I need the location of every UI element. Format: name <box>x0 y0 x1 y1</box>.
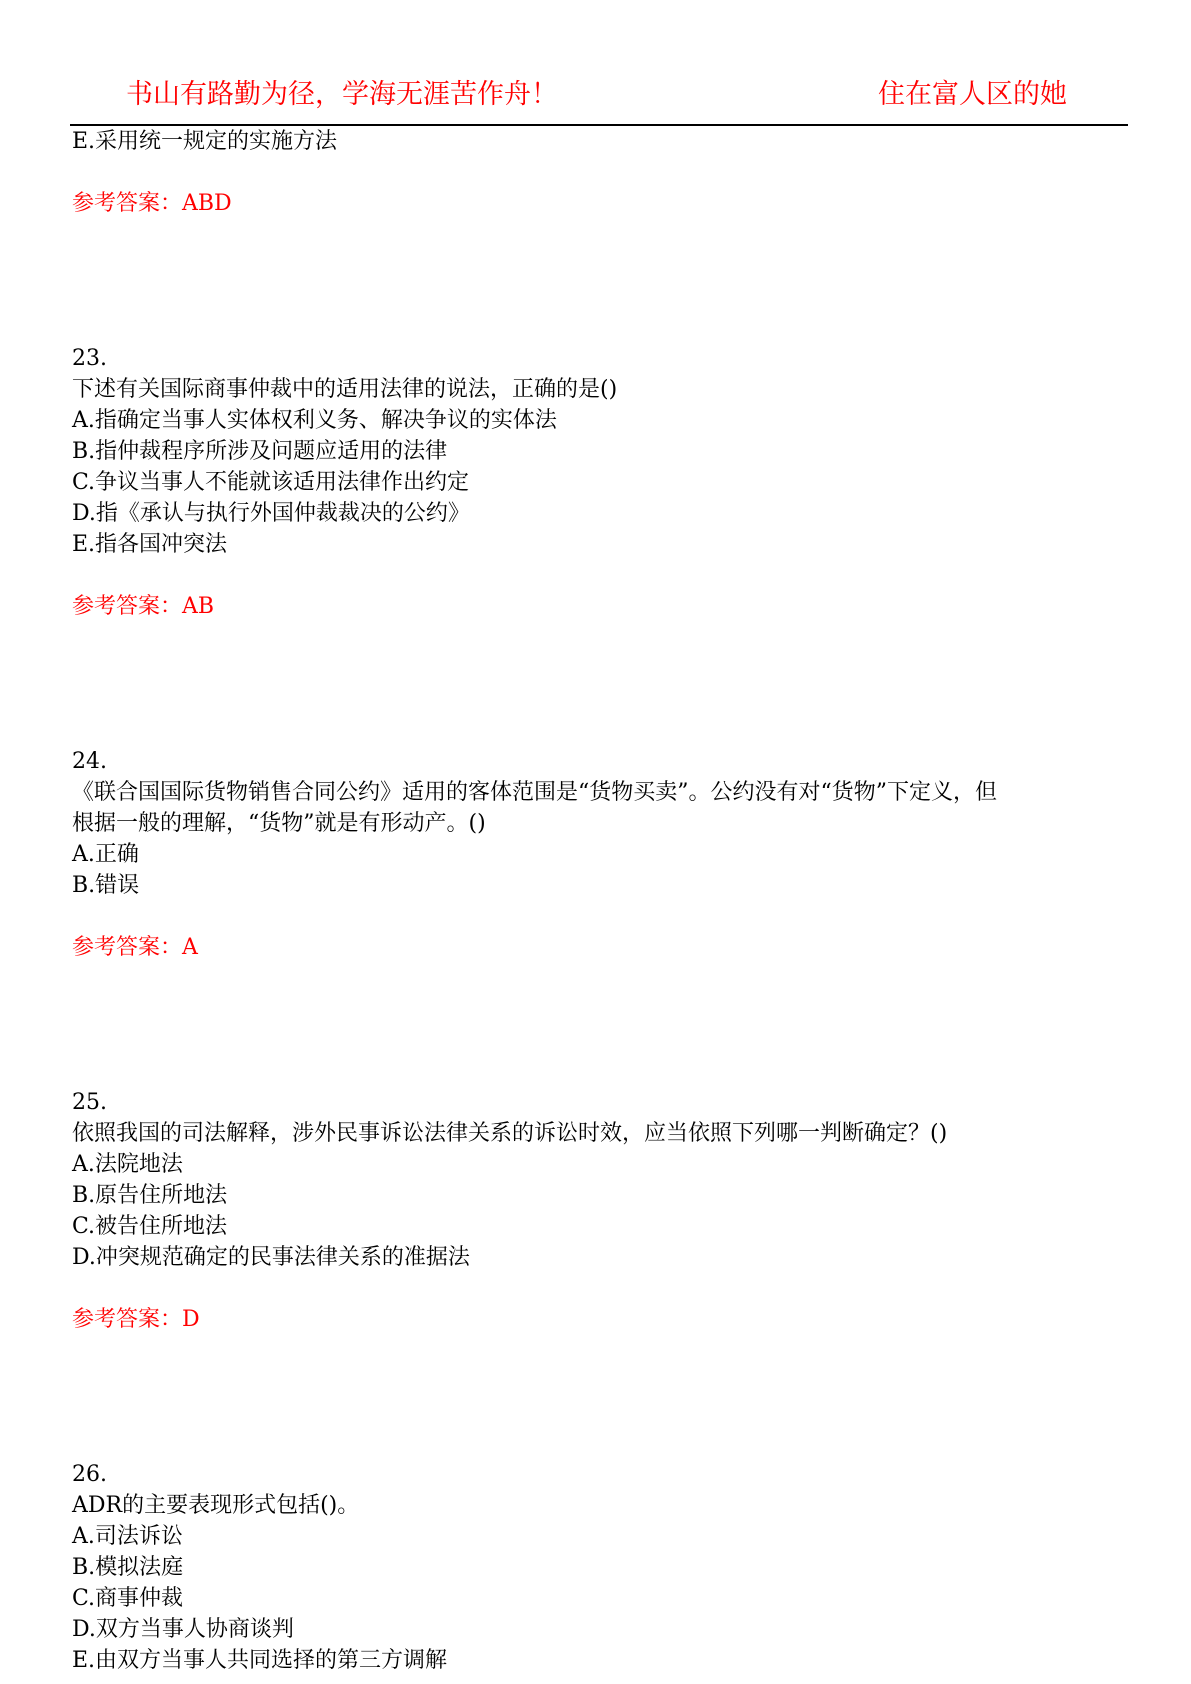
option-b: B.指仲裁程序所涉及问题应适用的法律 <box>72 439 448 464</box>
question-24 <box>72 746 1132 963</box>
option-c: C.商事仲裁 <box>72 1586 184 1611</box>
spacer <box>72 963 1132 1087</box>
option-a: A.指确定当事人实体权利义务、解决争议的实体法 <box>72 408 557 433</box>
spacer <box>72 901 1132 932</box>
spacer <box>72 219 1132 343</box>
page-header <box>0 0 1191 126</box>
question-25 <box>72 1087 1132 1335</box>
header-author: 住在富人区的她 <box>878 79 1067 110</box>
spacer <box>72 157 1132 188</box>
option-c: C.被告住所地法 <box>72 1214 228 1239</box>
header-motto: 书山有路勤为径，学海无涯苦作舟！ <box>126 79 558 110</box>
question-stem-line-1: 《联合国国际货物销售合同公约》适用的客体范围是“货物买卖”。公约没有对“货物”下定义，但 <box>72 780 997 805</box>
document-body <box>72 126 1132 1676</box>
spacer <box>72 1335 1132 1459</box>
answer-key: 参考答案：ABD <box>72 191 232 216</box>
answer-key: 参考答案：D <box>72 1307 200 1332</box>
answer-key: 参考答案：AB <box>72 594 215 619</box>
question-22-fragment <box>72 126 1132 219</box>
option-c: C.争议当事人不能就该适用法律作出约定 <box>72 470 470 495</box>
question-number: 26. <box>72 1462 107 1487</box>
question-stem: 依照我国的司法解释，涉外民事诉讼法律关系的诉讼时效，应当依照下列哪一判断确定？() <box>72 1121 948 1146</box>
question-stem-line-2: 根据一般的理解，“货物”就是有形动产。() <box>72 811 486 836</box>
question-stem: 下述有关国际商事仲裁中的适用法律的说法，正确的是() <box>72 377 618 402</box>
question-26 <box>72 1459 1132 1676</box>
question-number: 25. <box>72 1090 107 1115</box>
option-e: E.由双方当事人共同选择的第三方调解 <box>72 1648 448 1673</box>
option-e: E.采用统一规定的实施方法 <box>72 129 338 154</box>
option-d: D.指《承认与执行外国仲裁裁决的公约》 <box>72 501 470 526</box>
question-23 <box>72 343 1132 622</box>
option-d: D.双方当事人协商谈判 <box>72 1617 294 1642</box>
question-number: 24. <box>72 749 107 774</box>
spacer <box>72 1273 1132 1304</box>
option-a: A.正确 <box>72 842 139 867</box>
option-a: A.法院地法 <box>72 1152 183 1177</box>
question-number: 23. <box>72 346 107 371</box>
option-b: B.模拟法庭 <box>72 1555 184 1580</box>
spacer <box>72 560 1132 591</box>
option-b: B.错误 <box>72 873 140 898</box>
spacer <box>72 622 1132 746</box>
option-a: A.司法诉讼 <box>72 1524 183 1549</box>
question-stem: ADR的主要表现形式包括()。 <box>72 1493 360 1518</box>
option-e: E.指各国冲突法 <box>72 532 228 557</box>
answer-key: 参考答案：A <box>72 935 198 960</box>
option-b: B.原告住所地法 <box>72 1183 228 1208</box>
option-d: D.冲突规范确定的民事法律关系的准据法 <box>72 1245 470 1270</box>
